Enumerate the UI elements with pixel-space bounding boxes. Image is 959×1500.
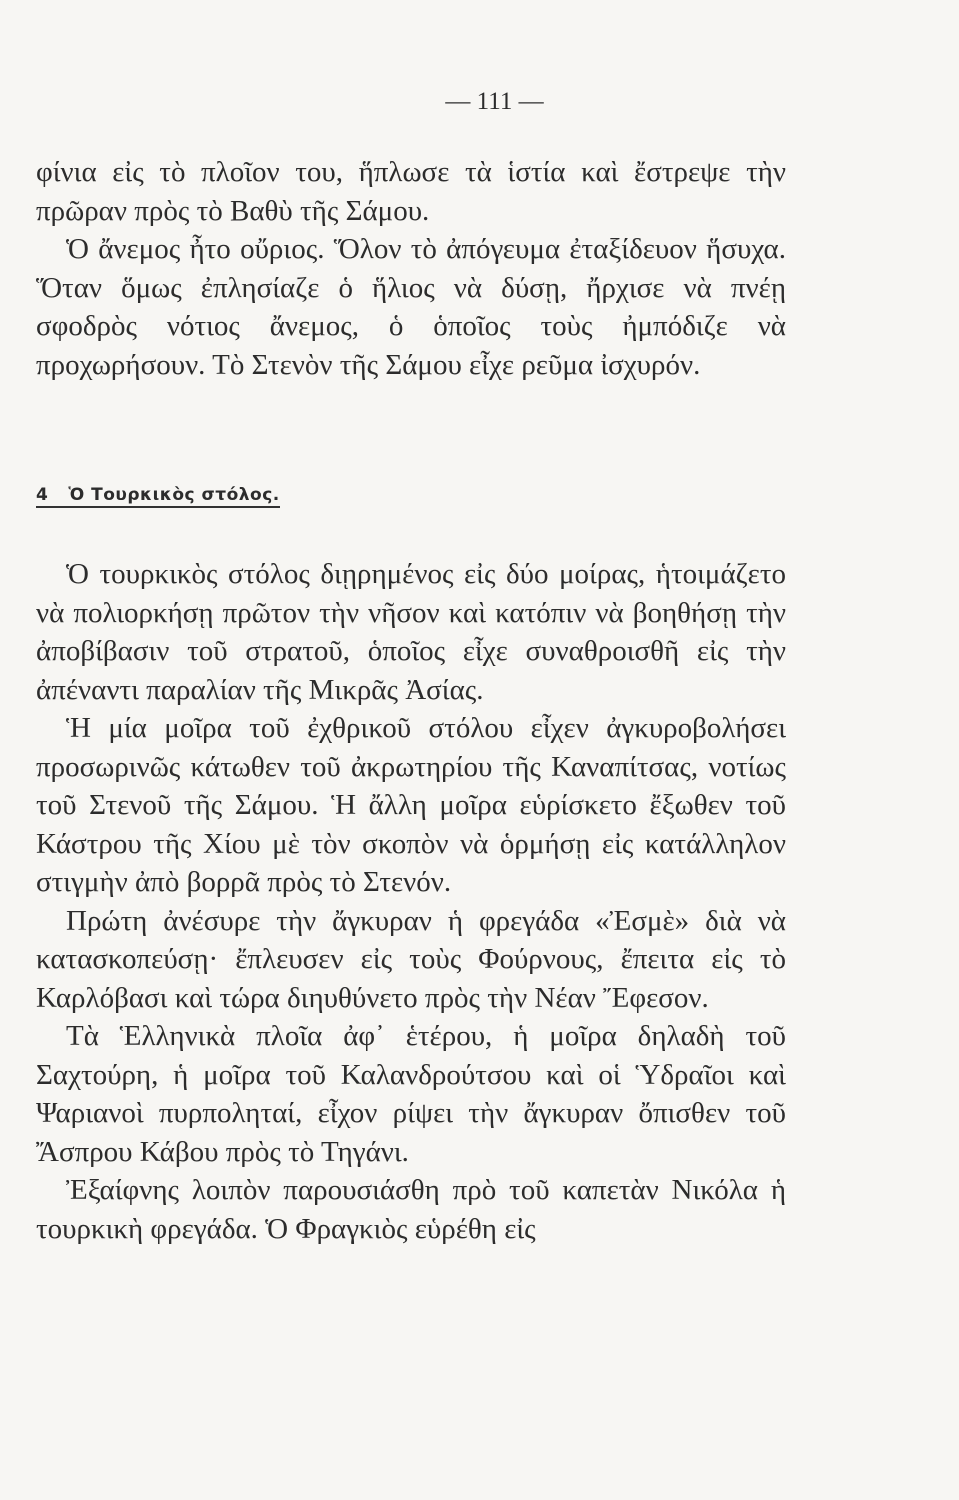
text-block-before-heading bbox=[36, 153, 786, 384]
section-number: 4 bbox=[36, 485, 49, 505]
paragraph: Ἐξαίφνης λοιπὸν παρουσιάσθη πρὸ τοῦ καπετὰν Νικόλα ἡ τουρκικὴ φρεγάδα. Ὁ Φραγκιὸς εὑρέθη εἰς bbox=[36, 1174, 786, 1245]
text-block-after-heading bbox=[36, 555, 786, 1248]
paragraph: Ὁ τουρκικὸς στόλος διῃρημένος εἰς δύο μοίρας, ἡτοιμάζετο νὰ πολιορκήσῃ πρῶτον τὴν νῆσον καὶ κατόπιν νὰ βοηθήσῃ τὴν ἀποβίβασιν τοῦ στρατοῦ, ὁποῖος εἶχε συναθροισθῆ εἰς τὴν ἀπέναντι παραλίαν τῆς Μικρᾶς Ἀσίας. bbox=[36, 558, 786, 706]
paragraph: Τὰ Ἑλληνικὰ πλοῖα ἀφ᾽ ἑτέρου, ἡ μοῖρα δηλαδὴ τοῦ Σαχτούρη, ἡ μοῖρα τοῦ Καλανδρούτσου καὶ οἱ Ὑδραῖοι καὶ Ψαριανοὶ πυρποληταί, εἶχον ρίψει τὴν ἄγκυραν ὄπισθεν τοῦ Ἄσπρου Κάβου πρὸς τὸ Τηγάνι. bbox=[36, 1020, 786, 1168]
paragraph: Πρώτη ἀνέσυρε τὴν ἄγκυραν ἡ φρεγάδα «Ἐσμὲ» διὰ νὰ κατασκοπεύσῃ· ἔπλευσεν εἰς τοὺς Φούρνους, ἔπειτα εἰς τὸ Καρλόβασι καὶ τώρα διηυθύνετο πρὸς τὴν Νέαν Ἔφεσον. bbox=[36, 904, 786, 1014]
section-title: Ὁ Τουρκικὸς στόλος. bbox=[68, 485, 280, 505]
paragraph-continuation: φίνια εἰς τὸ πλοῖον του, ἥπλωσε τὰ ἱστία καὶ ἔστρεψε τὴν πρῶραν πρὸς τὸ Βαθὺ τῆς Σάμου. bbox=[36, 156, 786, 227]
paragraph: Ὁ ἄνεμος ἦτο οὔριος. Ὅλον τὸ ἀπόγευμα ἐταξίδευον ἥσυχα. Ὅταν ὅμως ἐπλησίαζε ὁ ἥλιος νὰ δύσῃ, ἤρχισε νὰ πνέῃ σφοδρὸς νότιος ἄνεμος, ὁ ὁποῖος τοὺς ἠμπόδιζε νὰ προχωρήσουν. Τὸ Στενὸν τῆς Σάμου εἶχε ρεῦμα ἰσχυρόν. bbox=[36, 233, 786, 381]
section-heading bbox=[36, 485, 280, 508]
page-number: — 111 — bbox=[445, 88, 544, 115]
paragraph: Ἡ μία μοῖρα τοῦ ἐχθρικοῦ στόλου εἶχεν ἀγκυροβολήσει προσωρινῶς κάτωθεν τοῦ ἀκρωτηρίου τῆς Καναπίτσας, νοτίως τοῦ Στενοῦ τῆς Σάμου. Ἡ ἄλλη μοῖρα εὑρίσκετο ἔξωθεν τοῦ Κάστρου τῆς Χίου μὲ τὸν σκοπὸν νὰ ὁρμήσῃ εἰς κατάλληλον στιγμὴν ἀπὸ βορρᾶ πρὸς τὸ Στενόν. bbox=[36, 712, 786, 898]
